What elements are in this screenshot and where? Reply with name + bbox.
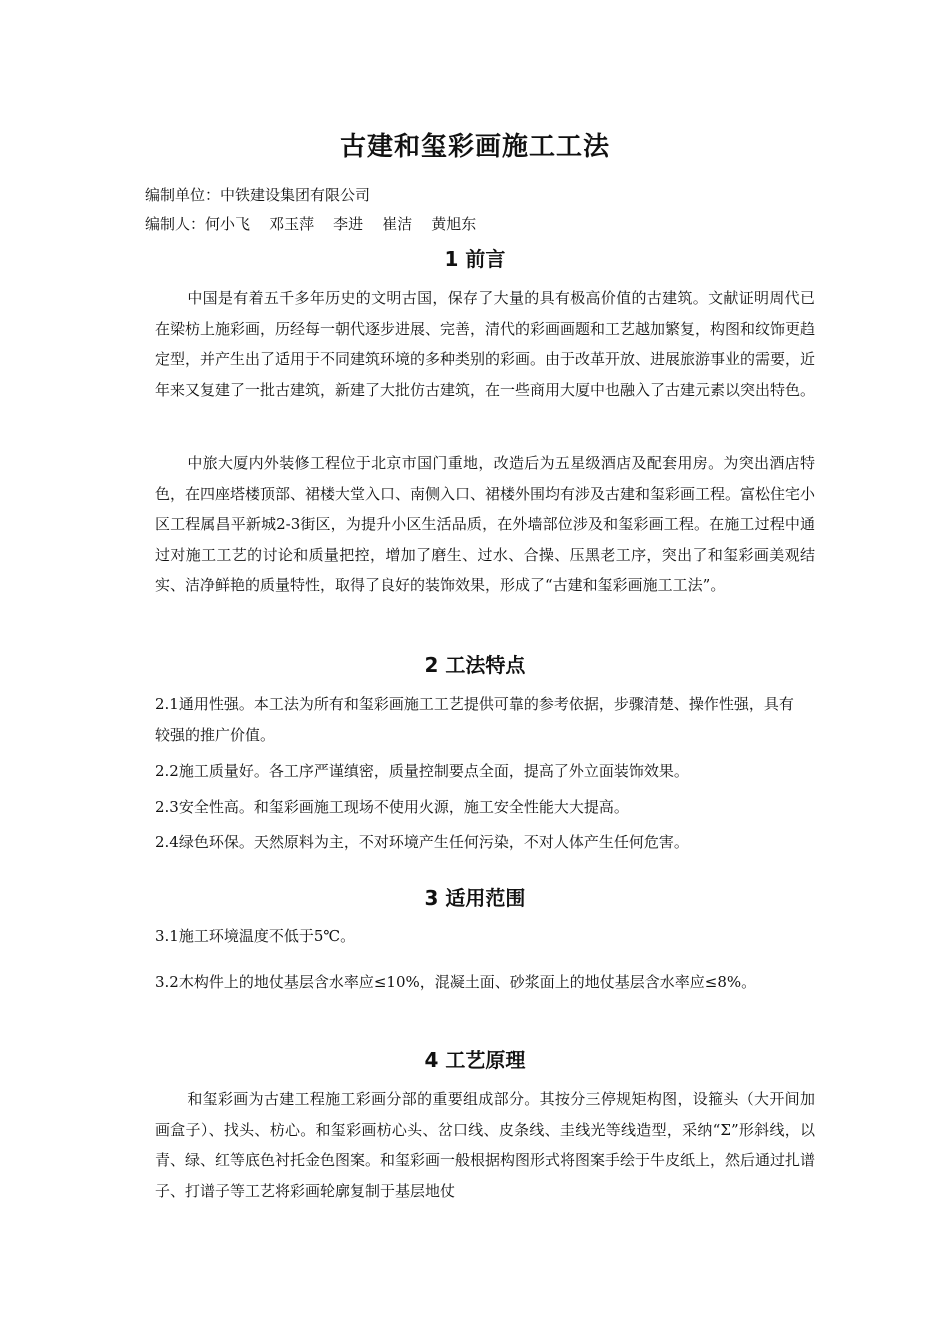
feature-item-2-1: 2.1通用性强。本工法为所有和玺彩画施工工艺提供可靠的参考依据，步骤清楚、操作性强，具有较强的推广价值。 <box>155 695 794 744</box>
document-title: 古建和玺彩画施工工法 <box>339 132 610 162</box>
section-heading-features: 2 工法特点 <box>424 653 526 677</box>
feature-item-2-4: 2.4绿色环保。天然原料为主，不对环境产生任何污染，不对人体产生任何危害。 <box>155 833 689 851</box>
section-heading-preface: 1 前言 <box>444 247 506 271</box>
authors-line: 编制人：何小飞 邓玉萍 李进 崔洁 黄旭东 <box>145 215 477 233</box>
section-heading-scope: 3 适用范围 <box>424 886 526 910</box>
preface-paragraph-2-text: 中旅大厦内外装修工程位于北京市国门重地，改造后为五星级酒店及配套用房。为突出酒店特色，在四座塔楼顶部、裙楼大堂入口、南侧入口、裙楼外围均有涉及古建和玺彩画工程。富松住宅小区工程属昌平新城2-3街区，为提升小区生活品质，在外墙部位涉及和玺彩画工程。在施工过程中通过对施工工艺的讨论和质量把控，增加了磨生、过水、合操、压黑老工序，突出了和玺彩画美观结实、洁净鲜艳的质量特性，取得了良好的装饰效果，形成了“古建和玺彩画施工工法”。 <box>155 454 816 595</box>
preface-paragraph-1 <box>155 283 815 405</box>
principle-paragraph-1-text: 和玺彩画为古建工程施工彩画分部的重要组成部分。其按分三停规矩构图，设箍头（大开间加画盒子）、找头、枋心。和玺彩画枋心头、岔口线、皮条线、圭线光等线造型，采纳“Σ”形斜线，以青、绿、红等底色衬托金色图案。和玺彩画一般根据构图形式将图案手绘于牛皮纸上，然后通过扎谱子、打谱子等工艺将彩画轮廓复制于基层地仗 <box>155 1090 816 1200</box>
scope-item-3-2: 3.2木构件上的地仗基层含水率应≤10%，混凝土面、砂浆面上的地仗基层含水率应≤8%。 <box>155 973 757 991</box>
feature-item-2-3: 2.3安全性高。和玺彩画施工现场不使用火源，施工安全性能大大提高。 <box>155 798 629 816</box>
preface-paragraph-1-text: 中国是有着五千多年历史的文明古国，保存了大量的具有极高价值的古建筑。文献证明周代已在梁枋上施彩画，历经每一朝代逐步进展、完善，清代的彩画画题和工艺越加繁复，构图和纹饰更趋定型，并产生出了适用于不同建筑环境的多种类别的彩画。由于改革开放、进展旅游事业的需要，近年来又复建了一批古建筑，新建了大批仿古建筑，在一些商用大厦中也融入了古建元素以突出特色。 <box>155 289 816 399</box>
scope-item-3-1: 3.1施工环境温度不低于5℃。 <box>155 927 356 945</box>
section-heading-principle: 4 工艺原理 <box>424 1048 526 1072</box>
feature-item-2-2: 2.2施工质量好。各工序严谨缜密，质量控制要点全面，提高了外立面装饰效果。 <box>155 762 689 780</box>
compiling-unit: 编制单位：中铁建设集团有限公司 <box>145 186 371 204</box>
preface-paragraph-2 <box>155 448 815 601</box>
principle-paragraph-1 <box>155 1084 815 1206</box>
